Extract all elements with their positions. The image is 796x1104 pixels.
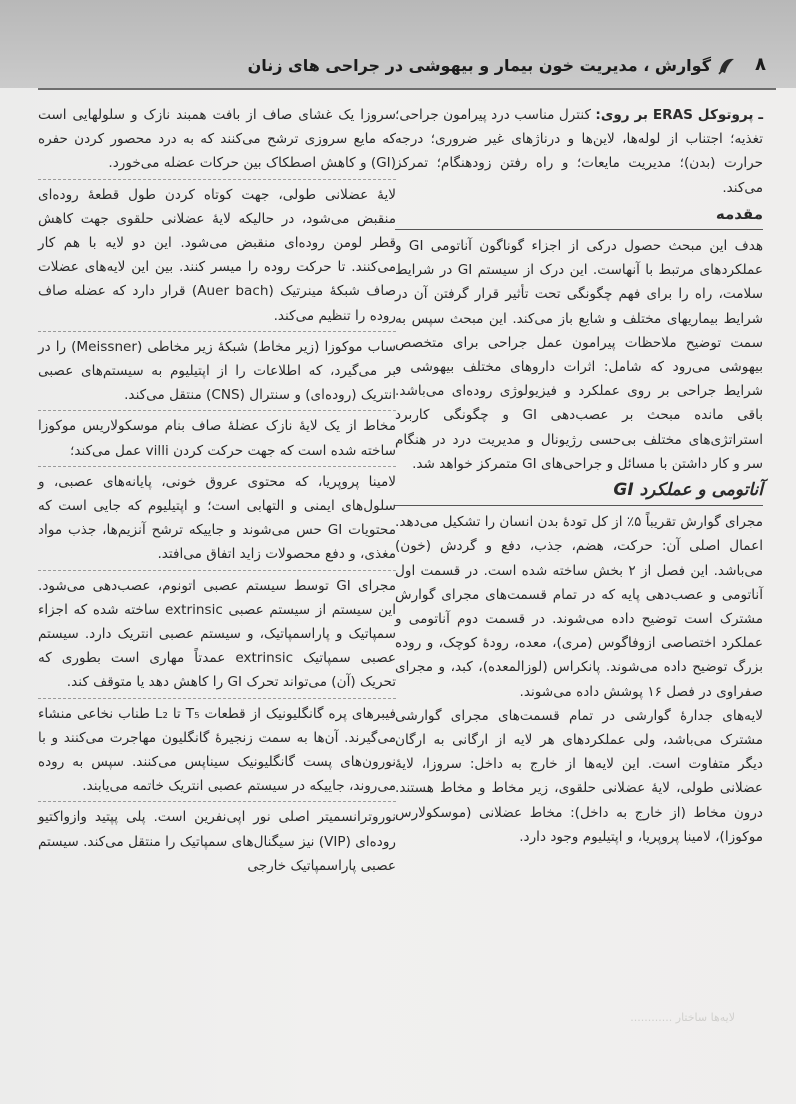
page-number: ۸ <box>755 54 766 75</box>
eras-label: ـ پروتوکل ERAS بر روی: <box>595 107 763 123</box>
heading-anatomy: آناتومی و عملکرد GI <box>613 480 763 501</box>
right-column <box>395 103 763 849</box>
lamina-propria-paragraph: لامینا پروپریا، که محتوی عروق خونی، پایانه‌های عصبی، و سلول‌های ایمنی و التهابی است؛ و اپتیلیوم که جایی است که محتویات GI حس می‌شوند و جاییکه ترشح آنزیم‌ها، جذب مواد مغذی، و دفع محصولات زاید اتفاق می‌افتد. <box>38 473 396 563</box>
running-header <box>0 0 796 88</box>
submucosa-paragraph: ساب موکوزا (زیر مخاط) شبکهٔ زیر مخاطی (Meissner) را در بر می‌گیرد، که اطلاعات را از اپتیلیوم به سیستم‌های عصبی انتریک (روده‌ای) و سنترال (CNS) منتقل می‌کند. <box>38 338 396 404</box>
eras-paragraph <box>395 103 763 200</box>
left-column <box>38 103 396 878</box>
paragraph-divider <box>38 179 396 180</box>
heading-rule <box>395 505 763 506</box>
heading-rule <box>395 229 763 230</box>
eras-text: کنترل مناسب درد پیرامون جراحی؛ تغذیه؛ اجتناب از لوله‌ها، لاین‌ها و درناژهای غیر ضروری؛ درجه حرارت (بدن)؛ مدیریت مایعات؛ و راه رفتن زودهنگام؛ تمرکز می‌کند. <box>395 107 763 196</box>
header-rule <box>38 88 776 90</box>
paragraph-divider <box>38 331 396 332</box>
innervation-paragraph: مجرای GI توسط سیستم عصبی اتونوم، عصب‌دهی می‌شود. این سیستم از سیستم عصبی extrinsic ساخته شده که اجزاء سمپاتیک و پاراسمپاتیک، و سیستم عصبی انتریک دارد. سیستم عصبی سمپاتیک extrinsic عمدتاً مهاری است بطوری که تحریک (آن) می‌تواند تحرک GI را کاهش دهد یا متوقف کند. <box>38 577 396 691</box>
paragraph-divider <box>38 801 396 802</box>
header-title: گوارش ، مدیریت خون بیمار و بیهوشی در جراحی های زنان <box>247 56 711 75</box>
anatomy-paragraph-1: مجرای گوارش تقریباً ۵٪ از کل تودهٔ بدن انسان را تشکیل می‌دهد. اعمال اصلی آن: حرکت، هضم، جذب، دفع و گردش (خون) می‌باشد. این فصل از ۲ بخش ساخته شده است. در قسمت اول آناتومی و عصب‌دهی پایه که در تمام قسمت‌های مجرای گوارش مشترک است توضیح داده می‌شوند. در قسمت دوم آناتومی و عملکرد اختصاصی ازوفاگوس (مری)، معده، رودهٔ کوچک، و روده بزرگ توضیح داده می‌شوند. پانکراس (لوزالمعده)، کبد، و مجرای صفراوی در فصل ۱۶ پوشش داده می‌شوند. <box>395 514 763 700</box>
paragraph-divider <box>38 410 396 411</box>
paragraph-divider <box>38 466 396 467</box>
mucosa-paragraph: مخاط از یک لایهٔ نازک عضلهٔ صاف بنام موسکولاریس موکوزا ساخته شده است که جهت حرکت کردن villi عمل می‌کند؛ <box>38 418 396 459</box>
heading-introduction: مقدمه <box>715 204 763 223</box>
chapter-logo-icon <box>716 55 738 77</box>
neurotransmitter-paragraph: نوروترانسمیتر اصلی نور اپی‌نفرین است. پلی پپتید وازواکتیو روده‌ای (VIP) نیز سیگنال‌های سمپاتیک را منتقل می‌کند. سیستم عصبی پاراسمپاتیک خارجی <box>38 809 396 874</box>
preganglionic-paragraph: فیبرهای پره گانگلیونیک از قطعات T₅ تا L₂ طناب نخاعی منشاء می‌گیرند. آن‌ها به سمت زنجیرهٔ گانگلیون مهاجرت می‌کنند و با نورون‌های پست گانگلیونیک سیناپس می‌کنند. سپس به روده می‌روند، جاییکه در سیستم عصبی انتریک خاتمه می‌یابند. <box>38 705 396 795</box>
paragraph-divider <box>38 698 396 699</box>
serosa-paragraph: سروزا یک غشای صاف از بافت همبند نازک و سلولهایی است که مایع سروزی ترشح می‌کنند که به درد محصور کردن حفره (GI) و کاهش اصطکاک بین حرکات عضله می‌خورد. <box>38 107 396 172</box>
muscle-layer-paragraph: لایهٔ عضلانی طولی، جهت کوتاه کردن طول قطعهٔ روده‌ای منقبض می‌شود، در حالیکه لایهٔ عضلانی حلقوی جهت کاهش قطر لومن روده‌ای منقبض می‌شود. این دو لایه با هم کار می‌کنند. تا حرکت روده را میسر کنند. بین این لایه‌های عضلات صاف شبکهٔ مینرتیک (Auer bach) قرار دارد که عضله صاف روده را تنظیم می‌کند. <box>38 186 397 324</box>
paragraph-divider <box>38 570 396 571</box>
intro-paragraph: هدف این مبحث حصول درکی از اجزاء گوناگون آناتومی GI و عملکردهای مرتبط با آنهاست. این درک از سیستم GI در شرایط سلامت، راه را برای فهم چگونگی تحت تأثیر قرار گرفتن آن در شرایط بیماریهای مختلف و شایع باز می‌کند. این مبحث سپس به سمت توضیح ملاحظات پیرامون عمل جراحی برای متخصص بیهوشی می‌رود که شامل: اثرات داروهای مختلف بیهوشی و شرایط جراحی بر روی عملکرد و فیزیولوژی روده‌ای می‌باشد. باقی مانده مبحث بر عصب‌دهی GI و چگونگی کاربرد استراتژی‌های مختلف بی‌حسی رژیونال و مدیریت درد در هنگام سر و کار داشتن با مسائل و جراحی‌های GI متمرکز خواهد شد. <box>395 238 763 472</box>
faded-bleed-text: لایه‌ها ساختار ............ <box>630 1011 735 1024</box>
anatomy-paragraph-2: لایه‌های جدارهٔ گوارشی در تمام قسمت‌های مجرای گوارشی مشترک می‌باشد، ولی عملکردهای هر لایه از ارگانی به ارگان دیگر متفاوت است. این لایه‌ها از خارج به داخل: سروزا، لایهٔ عضلانی طولی، لایهٔ عضلانی حلقوی، زیر مخاط و مخاط هستند. درون مخاط (از خارج به داخل): مخاط عضلانی (موسکولارس موکوزا)، لامینا پروپریا، و اپتیلیوم وجود دارد. <box>395 707 763 845</box>
